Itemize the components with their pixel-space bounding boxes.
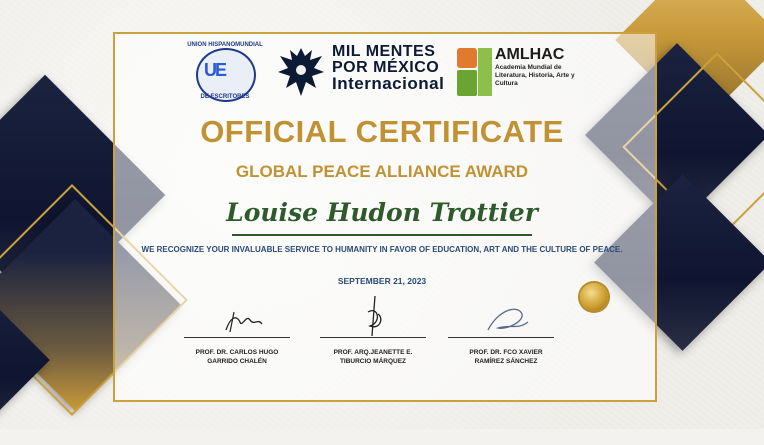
signatory-1-name (167, 348, 307, 366)
double-eagle-icon (272, 42, 330, 100)
ue-logo (186, 42, 264, 102)
mm-line-1: MIL MENTES (332, 43, 436, 60)
logo-row (0, 42, 764, 102)
mm-line-3: Internacional (332, 74, 445, 93)
award-name: GLOBAL PEACE ALLIANCE AWARD (235, 162, 529, 181)
amlhac-title: AMLHAC (495, 46, 565, 63)
signature-line (448, 337, 554, 338)
signature-2 (320, 292, 426, 340)
name-underline (232, 234, 532, 236)
ue-top-text: UNION HISPANOMUNDIAL (187, 42, 263, 48)
amlhac-logo (457, 46, 575, 100)
signature-3 (448, 300, 554, 340)
signatory-2-line2: TIBURCIO MÁRQUEZ (339, 358, 407, 365)
recipient-name: Louise Hudon Trottier (226, 198, 538, 227)
signatory-3-name (436, 348, 576, 366)
ue-bottom-text: DE ESCRITORES (200, 94, 250, 100)
book-icon (457, 70, 477, 96)
signatory-3-line1: PROF. DR. FCO XAVIER (469, 349, 543, 356)
tiger-icon (457, 48, 477, 68)
ue-mark: UE (204, 60, 226, 80)
mil-mentes-logo (332, 43, 445, 93)
signatory-1-line1: PROF. DR. CARLOS HUGO (195, 349, 279, 356)
signature-line (320, 337, 426, 338)
amlhac-subtitle: Academia Mundial de Literatura, Historia, Arte y Cultura (495, 64, 575, 87)
signature-scribble-icon (320, 292, 426, 340)
signatory-3-line2: RAMÍREZ SÁNCHEZ (474, 358, 538, 365)
signature-1 (184, 300, 290, 340)
gold-seal-icon (580, 283, 608, 311)
certificate-date: SEPTEMBER 21, 2023 (337, 276, 427, 286)
signature-scribble-icon (448, 300, 554, 340)
signatory-2-name (303, 348, 443, 366)
recognition-text: WE RECOGNIZE YOUR INVALUABLE SERVICE TO HUMANITY IN FAVOR OF EDUCATION, ART AND THE CULTURE OF PEACE. (141, 245, 623, 254)
signature-scribble-icon (184, 300, 290, 340)
certificate-title: OFFICIAL CERTIFICATE (200, 114, 564, 149)
signatory-2-line1: PROF. ARQ.JEANETTE E. (333, 349, 413, 356)
book-spine-icon (478, 48, 492, 96)
signature-line (184, 337, 290, 338)
signatory-1-line2: GARRIDO CHALÉN (207, 358, 267, 365)
mm-line-2: POR MÉXICO (332, 59, 440, 76)
